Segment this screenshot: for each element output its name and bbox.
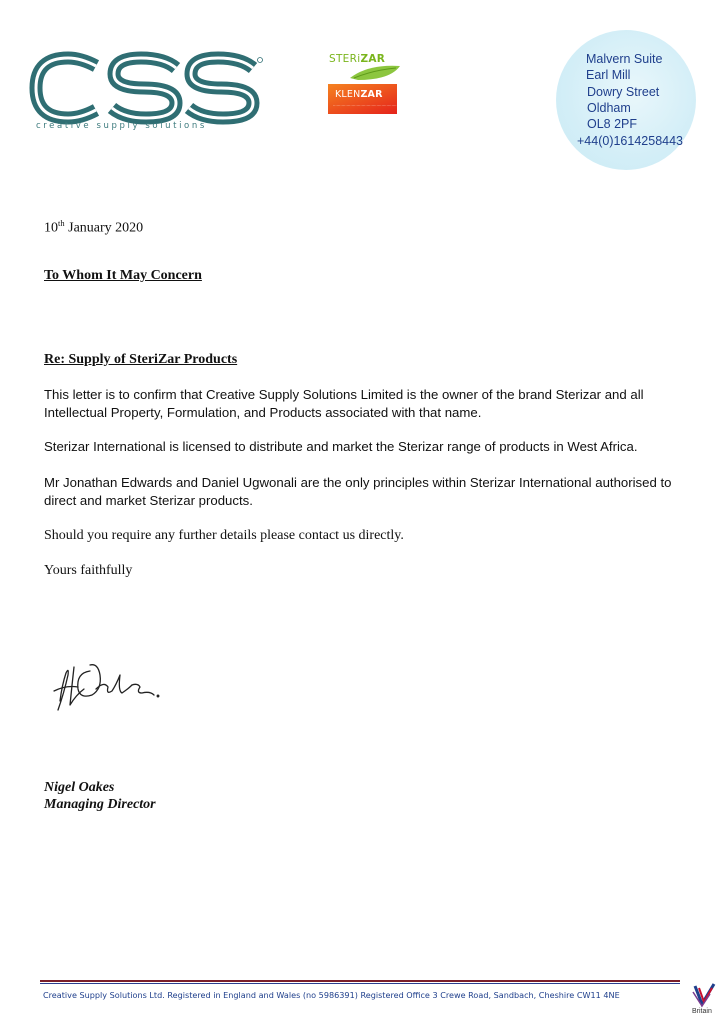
footer-divider [40,980,680,982]
klenzar-prefix: KLEN [335,89,361,100]
address-phone: +44(0)1614258443 [577,134,683,148]
footer-registration: Creative Supply Solutions Ltd. Registered in England and Wales (no 5986391) Registered Office 3 Crewe Road, Sandbach, Cheshire CW11 4NE [43,990,620,1000]
signature-icon [50,655,175,717]
subject-line: Re: Supply of SteriZar Products [44,352,238,367]
signer-name: Nigel Oakes [44,780,115,795]
sterizar-prefix: STERi [329,53,361,65]
address-line: Dowry Street [587,85,660,99]
signer-title: Managing Director [44,797,156,812]
date-day: 10 [44,220,58,236]
date-rest: January 2020 [64,220,144,236]
footer-divider [40,983,680,984]
closing-request: Should you require any further details please contact us directly. [44,528,404,543]
body-paragraph: This letter is to confirm that Creative Supply Solutions Limited is the owner of the brand Sterizar and all Intellectual Property, Formulation, and Products associated with that name. [44,387,644,420]
address-line: Earl Mill [586,68,631,82]
address-circle [556,30,696,170]
closing-phrase: Yours faithfully [44,563,133,578]
leaf-icon [348,64,402,82]
sterizar-suffix: ZAR [360,53,386,65]
address-line: Malvern Suite [586,52,663,66]
address-line: OL8 2PF [587,117,638,131]
britain-label: Britain [692,1008,712,1015]
css-tagline: creative supply solutions [36,121,207,131]
address-line: Oldham [587,101,631,115]
letter-date [44,218,143,237]
date-suffix: th [58,218,65,228]
body-paragraph: Mr Jonathan Edwards and Daniel Ugwonali are the only principles within Sterizar International authorised to direct and market Sterizar products. [44,475,672,508]
salutation: To Whom It May Concern [44,268,202,283]
klenzar-wordmark [335,89,383,100]
klenzar-subtitle: ····················································· [333,104,400,108]
body-paragraph: Sterizar International is licensed to distribute and market the Sterizar range of products in West Africa. [44,439,638,454]
klenzar-suffix: ZAR [360,89,383,100]
